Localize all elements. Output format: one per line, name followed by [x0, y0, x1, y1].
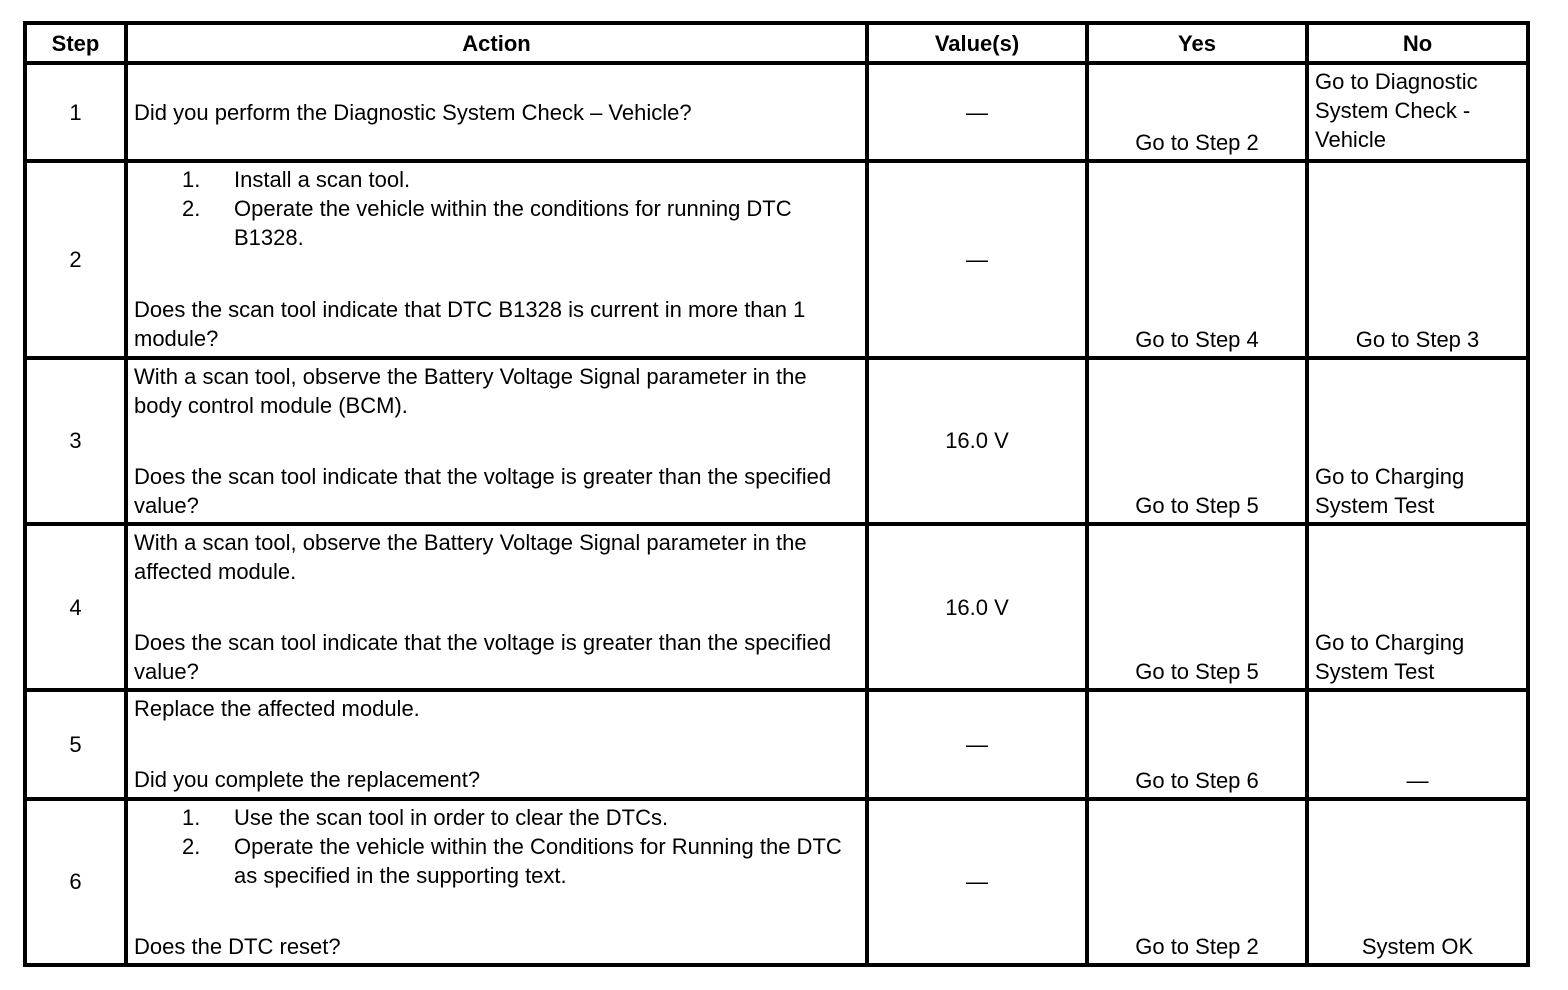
header-no: No: [1307, 23, 1528, 63]
action-steps-list: [134, 165, 859, 252]
table-row: [25, 63, 1528, 161]
action-question: Does the scan tool indicate that the voltage is greater than the specified value?: [134, 629, 832, 684]
step-number: 4: [25, 524, 126, 690]
no-cell: Go to Charging System Test: [1307, 358, 1528, 524]
list-item: 1. Use the scan tool in order to clear the DTCs.: [182, 804, 669, 830]
action-cell: [126, 524, 867, 690]
value-cell: —: [867, 799, 1087, 965]
action-text: With a scan tool, observe the Battery Voltage Signal parameter in the affected module.: [134, 529, 807, 584]
header-row: [25, 23, 1528, 63]
list-item: 2. Operate the vehicle within the conditions for running DTC B1328.: [182, 196, 792, 251]
action-question: Does the DTC reset?: [134, 933, 341, 959]
table-row: [25, 524, 1528, 690]
action-text: Replace the affected module.: [134, 696, 420, 722]
header-yes: Yes: [1087, 23, 1307, 63]
value-cell: —: [867, 690, 1087, 798]
header-values: Value(s): [867, 23, 1087, 63]
step-number: 1: [25, 63, 126, 161]
action-question: Does the scan tool indicate that DTC B1328 is current in more than 1 module?: [134, 297, 806, 352]
table-row: [25, 799, 1528, 965]
no-cell: Go to Diagnostic System Check - Vehicle: [1307, 63, 1528, 161]
step-number: 6: [25, 799, 126, 965]
action-question: Did you perform the Diagnostic System Check – Vehicle?: [134, 99, 692, 125]
no-cell: Go to Step 3: [1307, 161, 1528, 357]
step-number: 5: [25, 690, 126, 798]
table-row: [25, 358, 1528, 524]
yes-cell: Go to Step 2: [1087, 799, 1307, 965]
step-number: 3: [25, 358, 126, 524]
header-action: Action: [126, 23, 867, 63]
yes-cell: Go to Step 5: [1087, 358, 1307, 524]
step-number: 2: [25, 161, 126, 357]
no-cell: Go to Charging System Test: [1307, 524, 1528, 690]
table-row: [25, 690, 1528, 798]
yes-cell: Go to Step 4: [1087, 161, 1307, 357]
value-cell: 16.0 V: [867, 524, 1087, 690]
yes-cell: Go to Step 2: [1087, 63, 1307, 161]
action-cell: [126, 799, 867, 965]
action-cell: [126, 63, 867, 161]
action-cell: [126, 358, 867, 524]
value-cell: —: [867, 161, 1087, 357]
no-cell: System OK: [1307, 799, 1528, 965]
action-question: Did you complete the replacement?: [134, 767, 481, 793]
table-row: [25, 161, 1528, 357]
value-cell: 16.0 V: [867, 358, 1087, 524]
list-item: 1. Install a scan tool.: [182, 167, 411, 193]
header-step: Step: [25, 23, 126, 63]
no-cell: —: [1307, 690, 1528, 798]
action-cell: [126, 161, 867, 357]
yes-cell: Go to Step 5: [1087, 524, 1307, 690]
action-steps-list: [134, 803, 859, 890]
action-question: Does the scan tool indicate that the voltage is greater than the specified value?: [134, 463, 832, 518]
value-cell: —: [867, 63, 1087, 161]
action-cell: [126, 690, 867, 798]
diagnostic-table: [23, 21, 1530, 967]
action-text: With a scan tool, observe the Battery Voltage Signal parameter in the body control module (BCM).: [134, 363, 807, 418]
yes-cell: Go to Step 6: [1087, 690, 1307, 798]
list-item: 2. Operate the vehicle within the Conditions for Running the DTC as specified in the supporting text.: [182, 833, 842, 888]
